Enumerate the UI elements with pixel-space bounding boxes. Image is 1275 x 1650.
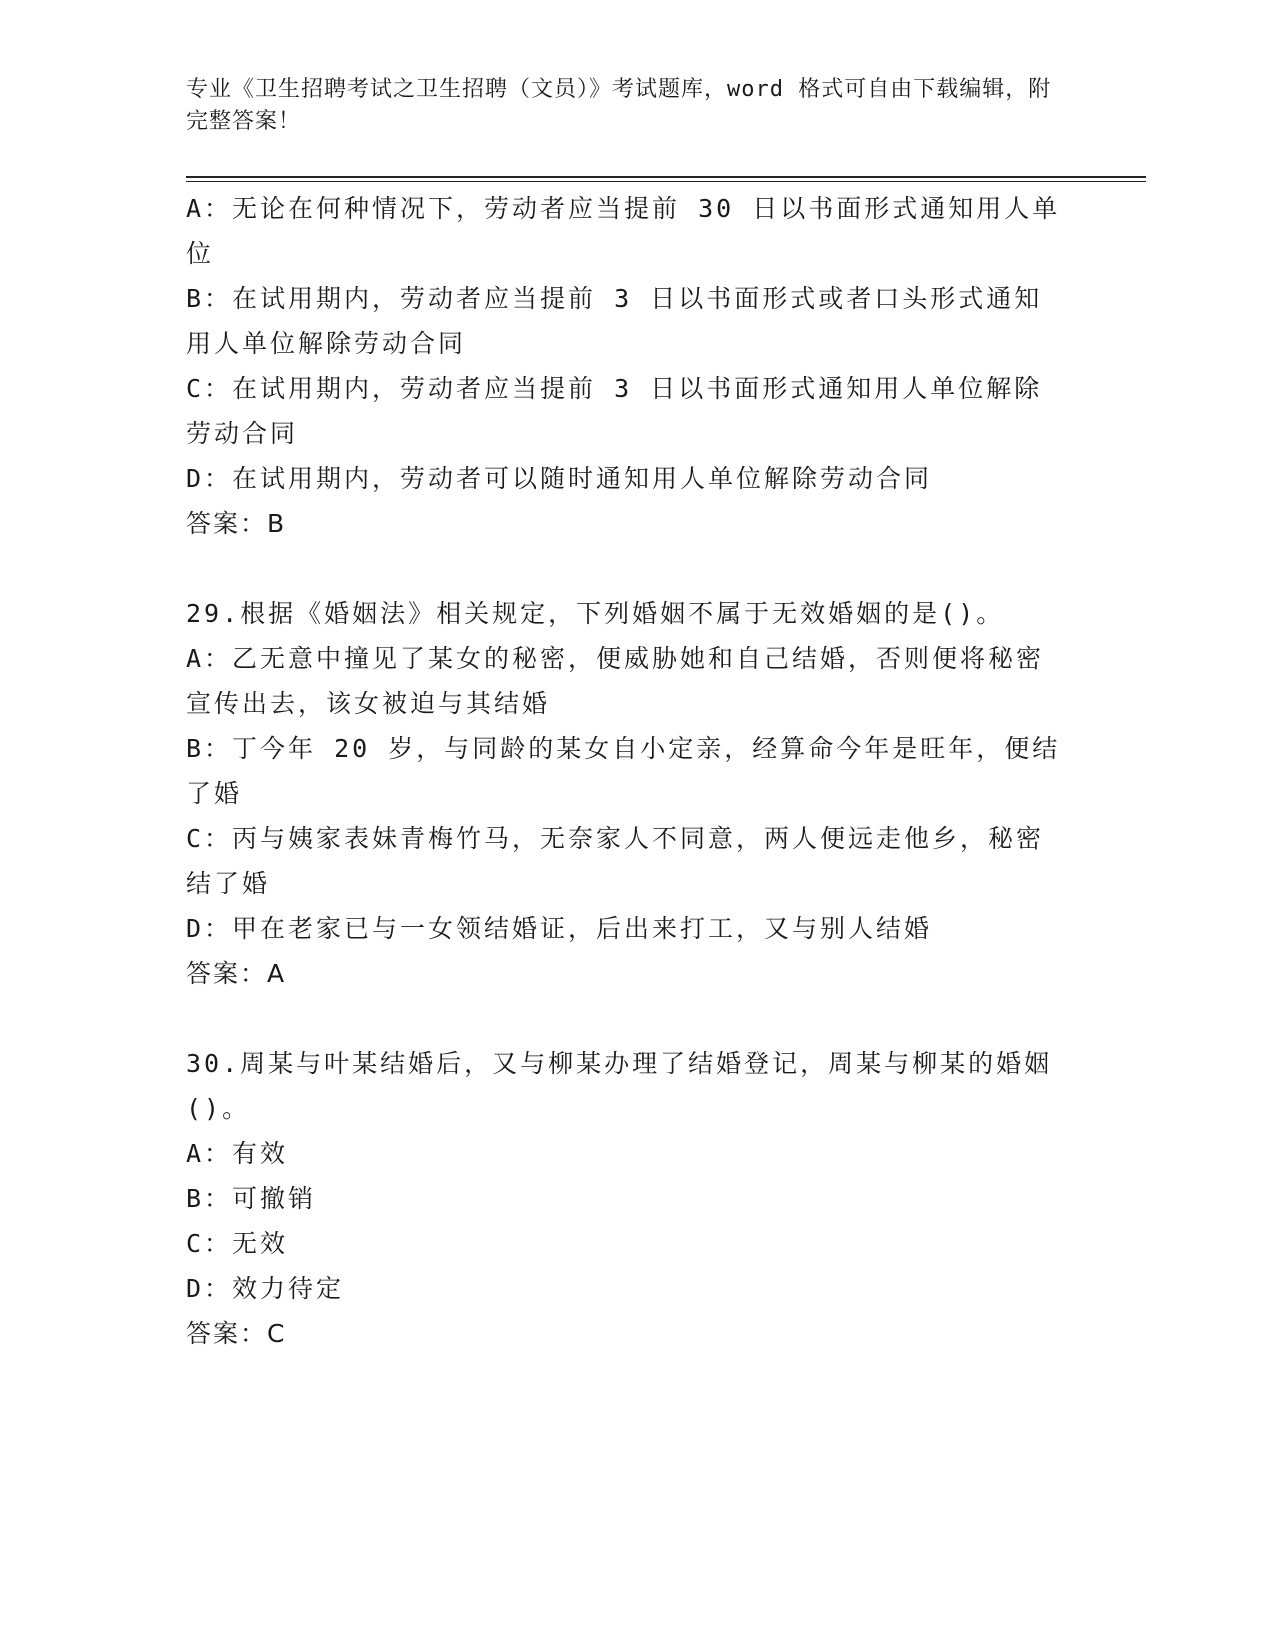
answer-line: 答案：A: [186, 959, 287, 988]
option-d: D：甲在老家已与一女领结婚证，后出来打工，又与别人结婚: [186, 914, 933, 943]
header-divider-thin: [186, 181, 1146, 182]
document-header: 专业《卫生招聘考试之卫生招聘（文员）》考试题库，word 格式可自由下载编辑，附完整答案！: [186, 77, 1052, 134]
option-a: A：无论在何种情况下，劳动者应当提前 30 日以书面形式通知用人单位: [186, 194, 1061, 268]
question-list: [186, 186, 1066, 1401]
question-block: [186, 1041, 1066, 1356]
option-d: D：效力待定: [186, 1274, 345, 1303]
option-a: A：有效: [186, 1139, 289, 1168]
option-b: B：在试用期内，劳动者应当提前 3 日以书面形式或者口头形式通知用人单位解除劳动合同: [186, 284, 1043, 358]
question-stem: 29.根据《婚姻法》相关规定，下列婚姻不属于无效婚姻的是()。: [186, 599, 1005, 628]
header-divider-thick: [186, 176, 1146, 178]
question-block: [186, 186, 1066, 546]
option-c: C：在试用期内，劳动者应当提前 3 日以书面形式通知用人单位解除劳动合同: [186, 374, 1043, 448]
question-block: [186, 591, 1066, 996]
option-c: C：无效: [186, 1229, 289, 1258]
option-b: B：丁今年 20 岁，与同龄的某女自小定亲，经算命今年是旺年，便结了婚: [186, 734, 1061, 808]
answer-line: 答案：C: [186, 1319, 287, 1348]
answer-line: 答案：B: [186, 509, 287, 538]
option-c: C：丙与姨家表妹青梅竹马，无奈家人不同意，两人便远走他乡，秘密结了婚: [186, 824, 1045, 898]
question-stem: 30.周某与叶某结婚后，又与柳某办理了结婚登记，周某与柳某的婚姻()。: [186, 1049, 1053, 1123]
option-b: B：可撤销: [186, 1184, 317, 1213]
option-a: A：乙无意中撞见了某女的秘密，便威胁她和自己结婚，否则便将秘密宣传出去，该女被迫与其结婚: [186, 644, 1045, 718]
option-d: D：在试用期内，劳动者可以随时通知用人单位解除劳动合同: [186, 464, 933, 493]
